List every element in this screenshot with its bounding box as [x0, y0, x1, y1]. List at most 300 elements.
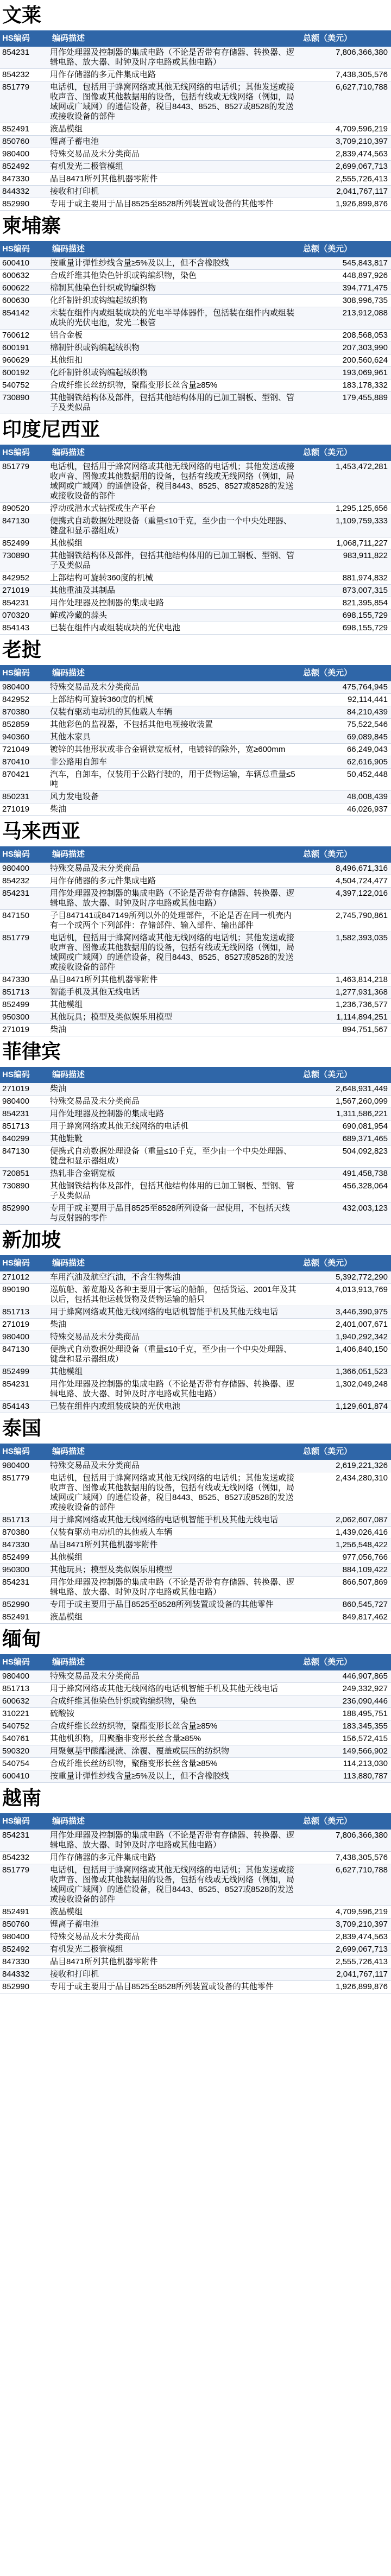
cell-amount: 1,366,051,523	[336, 1367, 388, 1376]
country-section	[0, 1624, 391, 1783]
cell-code: 851779	[2, 933, 30, 942]
table-row	[0, 597, 391, 610]
cell-code: 271019	[2, 805, 30, 814]
cell-amount: 446,907,865	[342, 1672, 388, 1681]
cell-desc: 电话机，包括用于蜂窝网络或其他无线网络的电话机；其他发送或接收声音、图像或其他数据用的设备，包括有线或无线网络（例如，局域网或广域网）的通信设备，税目8443、8525、8527或8528的发送或接收设备的部件	[50, 83, 295, 121]
header-amount: 总额（美元）	[303, 1657, 352, 1667]
cell-amount: 1,114,894,251	[336, 1012, 388, 1022]
cell-desc: 其他玩具；模型及类似娱乐用模型	[50, 1565, 173, 1574]
cell-code: 850760	[2, 1920, 30, 1929]
cell-amount: 66,249,043	[346, 745, 388, 754]
table-row	[0, 756, 391, 769]
cell-code: 980400	[2, 1461, 30, 1470]
table-row	[0, 1168, 391, 1180]
cell-code: 590320	[2, 1746, 30, 1756]
cell-amount: 2,839,474,563	[336, 149, 388, 159]
table-header	[0, 1255, 391, 1271]
cell-amount: 491,458,738	[342, 1169, 388, 1178]
cell-code: 271019	[2, 586, 30, 595]
table-row	[0, 1695, 391, 1708]
cell-amount: 62,616,905	[346, 757, 388, 767]
cell-desc: 液晶模组	[50, 1612, 83, 1622]
cell-amount: 183,178,332	[342, 381, 388, 390]
cell-amount: 249,332,927	[342, 1684, 388, 1693]
cell-desc: 非公路用自卸车	[50, 757, 108, 767]
table-row	[0, 681, 391, 694]
cell-desc: 电话机，包括用于蜂窝网络或其他无线网络的电话机；其他发送或接收声音、图像或其他数据用的设备，包括有线或无线网络（例如，局域网或广域网）的通信设备，税目8443、8525、8527或8528的发送或接收设备的部件	[50, 462, 295, 501]
cell-code: 540752	[2, 1721, 30, 1731]
cell-desc: 汽车，自卸车，仅装用于公路行驶的，用于货物运输，车辆总重量≤5吨	[50, 770, 295, 789]
cell-desc: 合成纤维长丝纺织物，聚酯变形长丝含量≥85%	[50, 1759, 218, 1768]
header-desc: 编码描述	[52, 1070, 85, 1079]
section-title: 越南	[0, 1783, 391, 1813]
cell-desc: 其他木家具	[50, 732, 91, 742]
table-row	[0, 1378, 391, 1401]
cell-desc: 柴油	[50, 1025, 67, 1034]
cell-desc: 化纤制针织或钩编起绒织物	[50, 296, 148, 305]
cell-code: 851779	[2, 83, 30, 92]
cell-amount: 7,438,305,576	[336, 1853, 388, 1862]
cell-code: 070320	[2, 611, 30, 620]
cell-code: 600410	[2, 258, 30, 268]
cell-desc: 仅装有驱动电动机的其他载人车辆	[50, 1528, 173, 1537]
header-code: HS编码	[2, 34, 30, 43]
cell-desc: 其他模组	[50, 1367, 83, 1376]
cell-amount: 1,236,736,577	[336, 1000, 388, 1009]
cell-code: 851713	[2, 1684, 30, 1693]
header-code: HS编码	[2, 1657, 30, 1667]
table-row	[0, 1611, 391, 1624]
cell-desc: 用作存储器的多元件集成电路	[50, 1853, 156, 1862]
cell-amount: 2,745,790,861	[336, 911, 388, 920]
cell-desc: 电话机，包括用于蜂窝网络或其他无线网络的电话机；其他发送或接收声音、图像或其他数据用的设备，包括有线或无线网络（例如，局域网或广域网）的通信设备，税目8443、8525、8527或8528的发送或接收设备的部件	[50, 1865, 295, 1904]
cell-amount: 2,041,767,117	[336, 1970, 388, 1979]
table-row	[0, 875, 391, 888]
table-row	[0, 1931, 391, 1944]
cell-amount: 3,709,210,397	[336, 137, 388, 146]
cell-desc: 用作存储器的多元件集成电路	[50, 70, 156, 79]
cell-code: 851713	[2, 1122, 30, 1131]
table-header	[0, 1067, 391, 1083]
cell-amount: 1,406,840,150	[336, 1345, 388, 1354]
cell-desc: 上部结构可旋转360度的机械	[50, 695, 154, 704]
table-header	[0, 1444, 391, 1460]
cell-code: 271012	[2, 1273, 30, 1282]
cell-amount: 689,371,465	[342, 1134, 388, 1143]
cell-desc: 已装在组件内或组装成块的光伏电池	[50, 1402, 181, 1411]
table-row	[0, 1944, 391, 1956]
cell-code: 980400	[2, 1097, 30, 1106]
header-code: HS编码	[2, 244, 30, 254]
cell-desc: 上部结构可旋转360度的机械	[50, 573, 154, 583]
cell-code: 851779	[2, 1473, 30, 1483]
table-row	[0, 198, 391, 211]
table-row	[0, 910, 391, 932]
cell-code: 854143	[2, 623, 30, 632]
cell-amount: 6,627,710,788	[336, 1865, 388, 1875]
table-row	[0, 1956, 391, 1969]
cell-desc: 特殊交易品及未分类商品	[50, 682, 140, 692]
cell-desc: 按重量计弹性纱线含量≥5%及以上，但不含橡胶线	[50, 258, 229, 268]
cell-amount: 7,806,366,380	[336, 48, 388, 57]
cell-amount: 92,114,441	[348, 695, 388, 704]
cell-desc: 锂离子蓄电池	[50, 1920, 99, 1929]
table-row	[0, 550, 391, 572]
cell-code: 980400	[2, 1932, 30, 1941]
table-row	[0, 610, 391, 622]
cell-code: 844332	[2, 187, 30, 196]
cell-code: 847330	[2, 975, 30, 984]
cell-code: 980400	[2, 149, 30, 159]
cell-amount: 2,041,767,117	[336, 187, 388, 196]
cell-code: 960629	[2, 356, 30, 365]
table-row	[0, 744, 391, 756]
cell-desc: 便携式自动数据处理设备（重量≤10千克，至少由一个中央处理器、键盘和显示器组成）	[50, 1147, 292, 1166]
section-title: 新加坡	[0, 1225, 391, 1255]
cell-code: 842952	[2, 573, 30, 583]
cell-desc: 电话机，包括用于蜂窝网络或其他无线网络的电话机；其他发送或接收声音、图像或其他数据用的设备，包括有线或无线网络（例如，局域网或广域网）的通信设备，税目8443、8525、8527或8528的发送或接收设备的部件	[50, 1473, 295, 1512]
cell-code: 980400	[2, 1332, 30, 1341]
cell-desc: 棉制其他染色针织或钩编织物	[50, 283, 156, 293]
cell-code: 730890	[2, 393, 30, 402]
country-section	[0, 211, 391, 414]
cell-desc: 未装在组件内或组装成块的光电半导体器件，包括装在组件内或组装成块的光伏电池，发光二极管	[50, 308, 295, 327]
header-amount: 总额（美元）	[303, 244, 352, 254]
header-amount: 总额（美元）	[303, 850, 352, 859]
table-row	[0, 1906, 391, 1919]
table-row	[0, 270, 391, 282]
country-section	[0, 1413, 391, 1624]
table-row	[0, 1733, 391, 1745]
cell-desc: 按重量计弹性纱线含量≥5%及以上，但不含橡胶线	[50, 1771, 229, 1781]
table-row	[0, 1758, 391, 1770]
cell-code: 850760	[2, 137, 30, 146]
table-row	[0, 461, 391, 503]
cell-code: 852499	[2, 539, 30, 548]
table-row	[0, 863, 391, 875]
cell-amount: 4,709,596,219	[336, 124, 388, 134]
cell-code: 847330	[2, 1540, 30, 1549]
table-row	[0, 1539, 391, 1552]
cell-amount: 48,008,439	[346, 792, 388, 801]
cell-desc: 用于蜂窝网络或其他无线网络的电话机	[50, 1122, 189, 1131]
cell-amount: 860,545,727	[342, 1600, 388, 1609]
cell-desc: 专用于或主要用于品目8525至8528所列设备一起使用，不包括天线与反射器的零件	[50, 1204, 290, 1223]
cell-amount: 2,839,474,563	[336, 1932, 388, 1941]
cell-desc: 其他重油及其制品	[50, 586, 116, 595]
cell-code: 847130	[2, 1147, 30, 1156]
cell-code: 890190	[2, 1285, 30, 1294]
cell-desc: 化纤制针织或钩编起绒织物	[50, 368, 148, 377]
cell-code: 852859	[2, 720, 30, 729]
table-header	[0, 241, 391, 257]
cell-desc: 风力发电设备	[50, 792, 99, 801]
cell-amount: 432,003,123	[342, 1204, 388, 1213]
table-row	[0, 161, 391, 173]
table-row	[0, 1271, 391, 1284]
cell-code: 842952	[2, 695, 30, 704]
table-row	[0, 572, 391, 585]
cell-code: 847330	[2, 1957, 30, 1966]
cell-desc: 车用汽油及航空汽油，不含生物柴油	[50, 1273, 181, 1282]
cell-desc: 品目8471所列其他机器零附件	[50, 174, 158, 183]
country-section	[0, 1225, 391, 1413]
table-row	[0, 257, 391, 270]
cell-code: 980400	[2, 864, 30, 873]
cell-code: 852990	[2, 1600, 30, 1609]
cell-amount: 7,438,305,576	[336, 70, 388, 79]
cell-amount: 2,648,931,449	[336, 1084, 388, 1093]
cell-code: 870380	[2, 1528, 30, 1537]
cell-code: 600410	[2, 1771, 30, 1781]
cell-desc: 铝合金板	[50, 331, 83, 340]
cell-code: 854232	[2, 1853, 30, 1862]
country-section	[0, 1783, 391, 1993]
cell-code: 851779	[2, 1865, 30, 1875]
cell-amount: 394,771,475	[342, 283, 388, 293]
cell-code: 851713	[2, 988, 30, 997]
cell-desc: 智能手机及其他无线电话	[50, 988, 140, 997]
cell-amount: 977,056,766	[342, 1553, 388, 1562]
cell-desc: 镀锌的其他形状或非合金钢铁宽板材，电镀锌的除外，宽≥600mm	[50, 745, 286, 754]
table-row	[0, 81, 391, 123]
cell-code: 847130	[2, 1345, 30, 1354]
table-row	[0, 769, 391, 791]
cell-desc: 接收和打印机	[50, 187, 99, 196]
country-section	[0, 414, 391, 635]
table-row	[0, 791, 391, 803]
cell-amount: 884,109,422	[342, 1565, 388, 1574]
cell-desc: 专用于或主要用于品目8525至8528所列装置或设备的其他零件	[50, 199, 274, 208]
table-row	[0, 47, 391, 69]
cell-code: 940360	[2, 732, 30, 742]
cell-code: 854231	[2, 1109, 30, 1118]
header-code: HS编码	[2, 1258, 30, 1268]
cell-code: 950300	[2, 1565, 30, 1574]
cell-code: 271019	[2, 1084, 30, 1093]
table-row	[0, 1514, 391, 1527]
cell-amount: 1,311,586,221	[336, 1109, 388, 1118]
cell-desc: 合成纤维长丝纺织物，聚酯变形长丝含量≥85%	[50, 1721, 218, 1731]
cell-amount: 698,155,729	[342, 611, 388, 620]
table-row	[0, 974, 391, 986]
cell-desc: 已装在组件内或组装成块的光伏电池	[50, 623, 181, 632]
table-row	[0, 537, 391, 550]
cell-amount: 113,880,787	[343, 1771, 388, 1781]
table-row	[0, 503, 391, 515]
header-code: HS编码	[2, 850, 30, 859]
header-code: HS编码	[2, 448, 30, 457]
table-row	[0, 1720, 391, 1733]
section-title: 柬埔寨	[0, 211, 391, 241]
table-row	[0, 1284, 391, 1306]
cell-amount: 1,295,125,656	[336, 504, 388, 513]
cell-desc: 柴油	[50, 1320, 67, 1329]
cell-amount: 1,453,472,281	[336, 462, 388, 471]
cell-amount: 114,213,030	[343, 1759, 388, 1768]
cell-amount: 873,007,315	[342, 586, 388, 595]
cell-desc: 其他鞋靴	[50, 1134, 83, 1143]
cell-amount: 1,463,814,218	[336, 975, 388, 984]
cell-desc: 浮动或潜水式钻探或生产平台	[50, 504, 156, 513]
cell-desc: 用聚氨基甲酸酯浸渍、涂覆、覆盖或层压的纺织物	[50, 1746, 230, 1756]
header-amount: 总额（美元）	[303, 1817, 352, 1826]
cell-amount: 894,751,567	[342, 1025, 388, 1034]
cell-amount: 188,495,751	[342, 1709, 388, 1718]
table-row	[0, 1331, 391, 1344]
cell-desc: 便携式自动数据处理设备（重量≤10千克，至少由一个中央处理器、键盘和显示器组成）	[50, 1345, 292, 1364]
cell-desc: 其他模组	[50, 539, 83, 548]
cell-desc: 其他纽扣	[50, 356, 83, 365]
cell-desc: 用于蜂窝网络或其他无线网络的电话机智能手机及其他无线电话	[50, 1684, 279, 1693]
cell-desc: 其他钢铁结构体及部件，包括其他结构体用的已加工钢板、型钢、管子及类似品	[50, 393, 295, 412]
cell-amount: 179,455,889	[342, 393, 388, 402]
cell-desc: 用作处理器及控制器的集成电路	[50, 598, 165, 607]
cell-code: 852990	[2, 1204, 30, 1213]
cell-amount: 1,926,899,876	[336, 1982, 388, 1991]
cell-desc: 用作处理器及控制器的集成电路（不论是否带有存储器、转换器、逻辑电路、放大器、时钟及时序电路或其他电路）	[50, 889, 295, 908]
cell-amount: 1,302,049,248	[336, 1379, 388, 1389]
header-desc: 编码描述	[52, 1817, 85, 1826]
cell-amount: 69,089,845	[346, 732, 388, 742]
cell-code: 271019	[2, 1025, 30, 1034]
cell-amount: 849,817,462	[342, 1612, 388, 1622]
header-desc: 编码描述	[52, 34, 85, 43]
cell-desc: 特殊交易品及未分类商品	[50, 149, 140, 159]
table-row	[0, 719, 391, 731]
table-row	[0, 1319, 391, 1331]
table-row	[0, 999, 391, 1011]
cell-desc: 其他钢铁结构体及部件，包括其他结构体用的已加工钢板、型钢、管子及类似品	[50, 1181, 295, 1200]
cell-code: 950300	[2, 1012, 30, 1022]
cell-desc: 柴油	[50, 1084, 67, 1093]
cell-amount: 983,911,822	[343, 551, 388, 560]
cell-desc: 热轧非合金钢宽板	[50, 1169, 116, 1178]
cell-desc: 用作处理器及控制器的集成电路（不论是否带有存储器、转换器、逻辑电路、放大器、时钟及时序电路或其他电路）	[50, 1831, 295, 1850]
cell-amount: 207,303,990	[342, 343, 388, 352]
table-row	[0, 694, 391, 706]
header-desc: 编码描述	[52, 448, 85, 457]
cell-amount: 75,522,546	[346, 720, 388, 729]
table-row	[0, 282, 391, 295]
cell-amount: 1,567,260,099	[336, 1097, 388, 1106]
table-row	[0, 355, 391, 367]
table-row	[0, 803, 391, 816]
header-amount: 总额（美元）	[303, 1258, 352, 1268]
table-row	[0, 1969, 391, 1981]
cell-desc: 仅装有驱动电动机的其他载人车辆	[50, 707, 173, 717]
table-row	[0, 136, 391, 148]
table-row	[0, 585, 391, 597]
cell-amount: 2,699,067,713	[336, 162, 388, 171]
cell-code: 854231	[2, 48, 30, 57]
cell-amount: 690,081,954	[342, 1122, 388, 1131]
table-row	[0, 1202, 391, 1225]
cell-amount: 2,434,280,310	[336, 1473, 388, 1483]
cell-code: 854231	[2, 598, 30, 607]
table-row	[0, 1306, 391, 1319]
cell-code: 847130	[2, 516, 30, 526]
cell-desc: 液晶模组	[50, 124, 83, 134]
country-section	[0, 1036, 391, 1225]
cell-desc: 硫酸铵	[50, 1709, 75, 1718]
cell-amount: 698,155,729	[342, 623, 388, 632]
section-title: 老挝	[0, 635, 391, 665]
table-row	[0, 173, 391, 186]
cell-amount: 1,068,711,227	[336, 539, 388, 548]
cell-desc: 电话机，包括用于蜂窝网络或其他无线网络的电话机；其他发送或接收声音、图像或其他数据用的设备，包括有线或无线网络（例如，局域网或广域网）的通信设备，税目8443、8525、8527或8528的发送或接收设备的部件	[50, 933, 295, 972]
cell-desc: 其他机织物，用聚酯非变形长丝含量≥85%	[50, 1734, 201, 1743]
table-row	[0, 1145, 391, 1168]
table-row	[0, 392, 391, 414]
cell-code: 720851	[2, 1169, 30, 1178]
table-row	[0, 1108, 391, 1121]
cell-code: 980400	[2, 1672, 30, 1681]
cell-amount: 4,397,122,016	[336, 889, 388, 898]
table-row	[0, 1011, 391, 1024]
cell-code: 640299	[2, 1134, 30, 1143]
country-section	[0, 0, 391, 211]
cell-amount: 193,069,961	[342, 368, 388, 377]
cell-desc: 用于蜂窝网络或其他无线网络的电话机智能手机及其他无线电话	[50, 1515, 279, 1524]
cell-amount: 2,699,067,713	[336, 1945, 388, 1954]
cell-desc: 其他玩具；模型及类似娱乐用模型	[50, 1012, 173, 1022]
cell-amount: 208,568,053	[342, 331, 388, 340]
cell-desc: 品目8471所列其他机器零附件	[50, 1957, 158, 1966]
table-row	[0, 622, 391, 635]
cell-desc: 品目8471所列其他机器零附件	[50, 1540, 158, 1549]
cell-code: 854143	[2, 1402, 30, 1411]
cell-amount: 308,996,735	[342, 296, 388, 305]
cell-desc: 合成纤维其他染色针织或钩编织物，染色	[50, 1697, 197, 1706]
section-title: 缅甸	[0, 1624, 391, 1654]
table-row	[0, 148, 391, 161]
section-title: 文莱	[0, 0, 391, 30]
cell-code: 852499	[2, 1000, 30, 1009]
cell-amount: 821,395,854	[342, 598, 388, 607]
cell-desc: 品目8471所列其他机器零附件	[50, 975, 158, 984]
cell-code: 600632	[2, 1697, 30, 1706]
cell-code: 852492	[2, 1945, 30, 1954]
table-row	[0, 1527, 391, 1539]
cell-code: 854231	[2, 1831, 30, 1840]
table-row	[0, 69, 391, 81]
cell-code: 852499	[2, 1367, 30, 1376]
cell-desc: 棉制针织或钩编起绒织物	[50, 343, 140, 352]
header-desc: 编码描述	[52, 1657, 85, 1667]
table-row	[0, 1401, 391, 1413]
cell-desc: 有机发光二极管模组	[50, 1945, 124, 1954]
table-row	[0, 888, 391, 910]
cell-code: 847330	[2, 174, 30, 183]
table-row	[0, 1830, 391, 1852]
cell-desc: 锂离子蓄电池	[50, 137, 99, 146]
cell-desc: 特殊交易品及未分类商品	[50, 1461, 140, 1470]
cell-code: 890520	[2, 504, 30, 513]
cell-desc: 用作处理器及控制器的集成电路	[50, 1109, 165, 1118]
header-amount: 总额（美元）	[303, 1070, 352, 1079]
table-row	[0, 1552, 391, 1564]
cell-amount: 545,843,817	[342, 258, 388, 268]
cell-amount: 448,897,926	[342, 271, 388, 280]
table-header	[0, 30, 391, 47]
cell-code: 730890	[2, 1181, 30, 1191]
table-row	[0, 1472, 391, 1514]
table-row	[0, 1599, 391, 1611]
header-code: HS编码	[2, 1070, 30, 1079]
cell-desc: 合成纤维其他染色针织或钩编织物，染色	[50, 271, 197, 280]
cell-amount: 2,555,726,413	[336, 174, 388, 183]
